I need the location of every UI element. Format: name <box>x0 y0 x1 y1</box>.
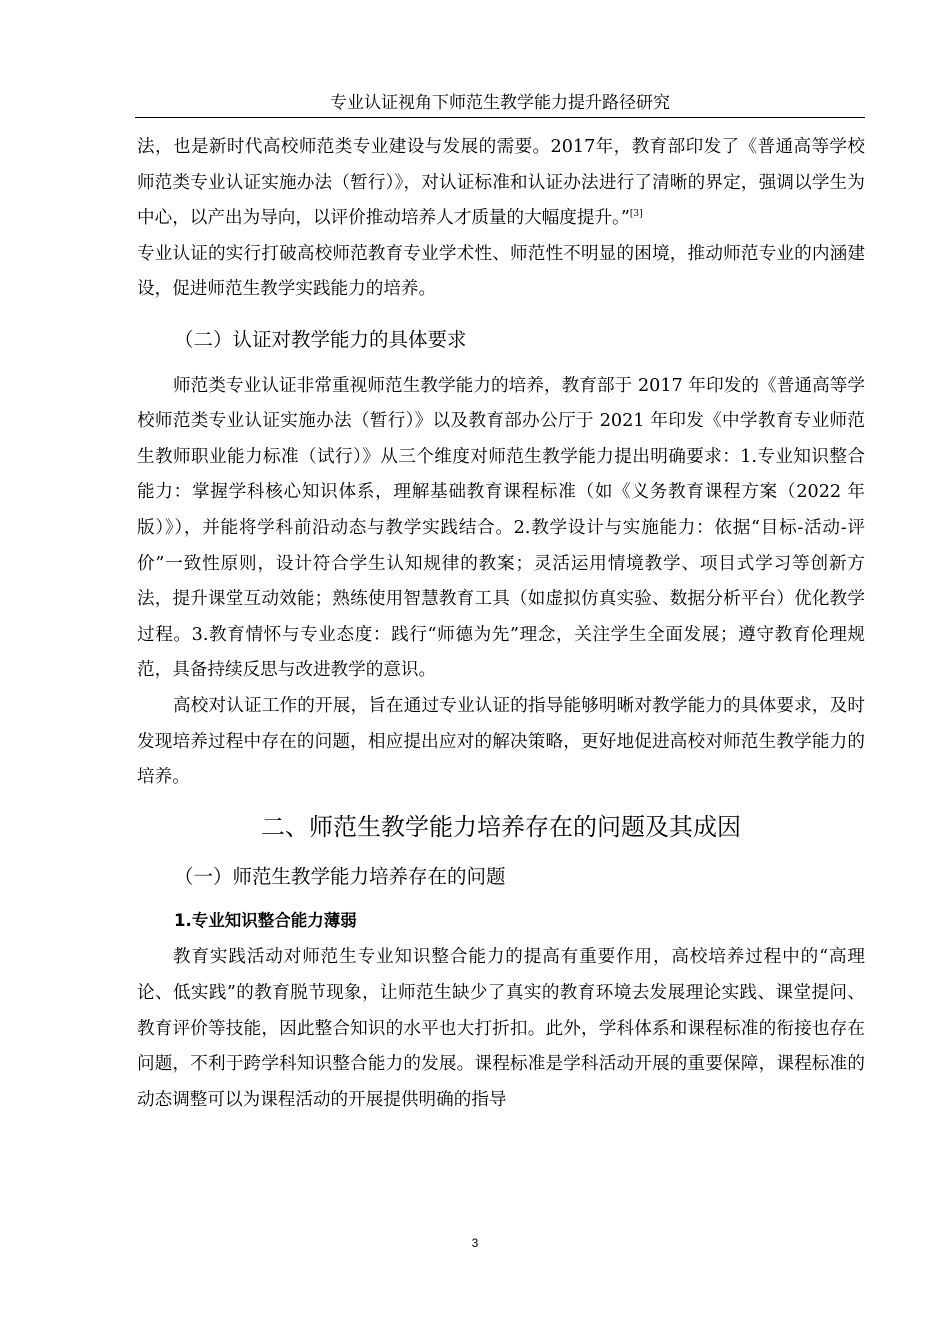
paragraph-continued-text: 法，也是新时代高校师范类专业建设与发展的需要。2017年，教育部印发了《普通高等学校师范类专业认证实施办法（暂行）》，对认证标准和认证办法进行了清晰的界定，强调以学生为中心，以产出为导向，以评价推动培养人才质量的大幅度提升。” <box>137 137 865 229</box>
paragraph-purpose: 高校对认证工作的开展，旨在通过专业认证的指导能够明晰对教学能力的具体要求，及时发现培养过程中存在的问题，相应提出应对的解决策略，更好地促进高校对师范生教学能力的培养。 <box>137 695 865 788</box>
section-heading-requirements: （二）认证对教学能力的具体要求 <box>174 327 467 351</box>
paragraph-continued-2: 专业认证的实行打破高校师范教育专业学术性、师范性不明显的困境，推动师范专业的内涵建设，促进师范生教学实践能力的培养。 <box>137 243 865 300</box>
chapter-heading-problems: 二、师范生教学能力培养存在的问题及其成因 <box>261 812 741 841</box>
header-rule <box>135 117 865 118</box>
paragraph-knowledge-weak: 教育实践活动对师范生专业知识整合能力的提高有重要作用，高校培养过程中的“高理论、低实践”的教育脱节现象，让师范生缺少了真实的教育环境去发展理论实践、课堂提问、教育评价等技能，因此整合知识的水平也大打折扣。此外，学科体系和课程标准的衔接也存在问题，不利于跨学科知识整合能力的发展。课程标准是学科活动开展的重要保障，课程标准的动态调整可以为课程活动的开展提供明确的指导 <box>137 947 865 1110</box>
section-heading-problems: （一）师范生教学能力培养存在的问题 <box>174 865 506 889</box>
paragraph-requirements: 师范类专业认证非常重视师范生教学能力的培养，教育部于 2017 年印发的《普通高等学校师范类专业认证实施办法（暂行）》以及教育部办公厅于 2021 年印发《中学教育专业师范生教师职业能力标准（试行）》从三个维度对师范生教学能力提出明确要求：1.专业知识整合能力：掌握学科核心知识体系，理解基础教育课程标准（如《义务教育课程方案（2022 年版）》），并能将学科前沿动态与教学实践结合。2.教学设计与实施能力：依据“目标-活动-评价”一致性原则，设计符合学生认知规律的教案；灵活运用情境教学、项目式学习等创新方法，提升课堂互动效能；熟练使用智慧教育工具（如虚拟仿真实验、数据分析平台）优化教学过程。3.教育情怀与专业态度：践行“师德为先”理念，关注学生全面发展；遵守教育伦理规范，具备持续反思与改进教学的意识。 <box>137 375 865 681</box>
page-number: 3 <box>471 1236 479 1250</box>
paragraph-continued <box>137 130 865 237</box>
running-header: 专业认证视角下师范生教学能力提升路径研究 <box>330 93 670 113</box>
subsection-heading-knowledge: 1.专业知识整合能力薄弱 <box>174 910 357 930</box>
body-content <box>137 130 865 1118</box>
citation-ref-3: [3] <box>629 209 643 220</box>
